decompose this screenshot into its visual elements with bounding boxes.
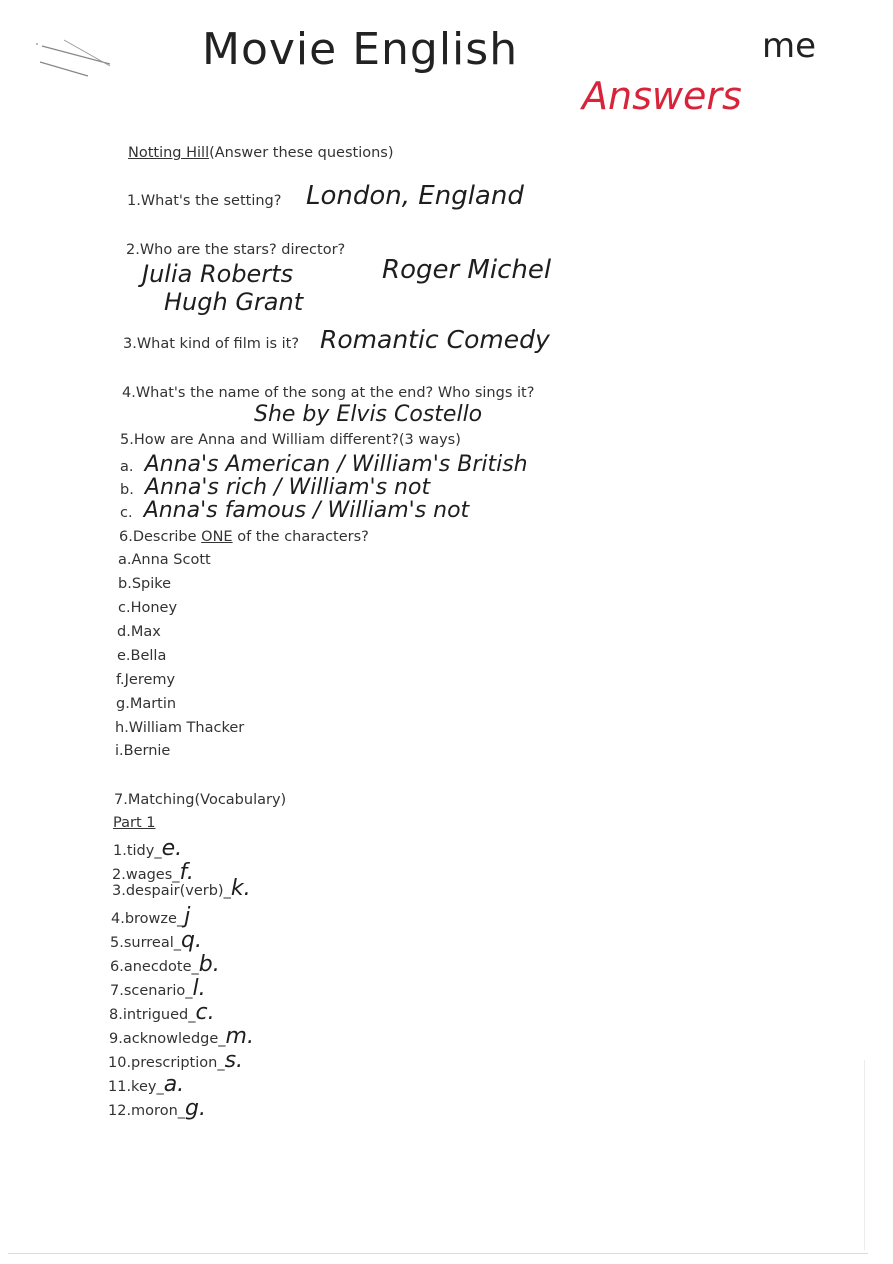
- character-item: e.Bella: [117, 648, 167, 664]
- matching-label: 10.prescription_: [108, 1055, 225, 1071]
- character-item: d.Max: [117, 624, 161, 640]
- question-4: 4.What's the name of the song at the end? Who sings it?: [122, 385, 535, 401]
- matching-answer: a.: [163, 1072, 185, 1097]
- matching-label: 11.key_: [108, 1079, 164, 1095]
- answer-5c: Anna's famous / William's not: [143, 498, 470, 523]
- letter-b: b.: [120, 482, 134, 498]
- question-6: [119, 529, 369, 545]
- matching-label: 8.intrigued_: [109, 1007, 196, 1023]
- character-item: b.Spike: [118, 576, 172, 592]
- matching-answer: l.: [192, 976, 206, 1001]
- character-item: i.Bernie: [115, 743, 171, 759]
- matching-item: [110, 976, 206, 1001]
- matching-label: 9.acknowledge_: [109, 1031, 226, 1047]
- scan-bottom-edge: [8, 1253, 868, 1254]
- question-6-suffix: of the characters?: [232, 529, 369, 545]
- matching-label: 2.wages_: [112, 867, 180, 883]
- answer-5a-row: [120, 452, 528, 477]
- answers-heading: Answers: [582, 74, 742, 118]
- matching-answer: m.: [225, 1024, 254, 1049]
- question-3: 3.What kind of film is it?: [123, 336, 300, 352]
- question-6-prefix: 6.Describe: [119, 529, 202, 545]
- page-title: Movie English: [202, 24, 519, 75]
- matching-item: [110, 952, 220, 977]
- matching-label: 1.tidy_: [113, 843, 162, 859]
- answer-5b: Anna's rich / William's not: [144, 475, 431, 500]
- question-1: 1.What's the setting?: [127, 193, 282, 209]
- section-heading: [128, 145, 394, 161]
- matching-answer: e.: [161, 836, 183, 861]
- matching-answer: c.: [195, 1000, 215, 1025]
- answer-5b-row: [120, 475, 430, 500]
- matching-item: [110, 928, 202, 953]
- matching-item: [108, 1096, 206, 1121]
- matching-label: 5.surreal_: [110, 935, 182, 951]
- character-item: g.Martin: [116, 696, 177, 712]
- character-item: a.Anna Scott: [118, 552, 211, 568]
- letter-a: a.: [120, 459, 134, 475]
- question-2: 2.Who are the stars? director?: [126, 242, 346, 258]
- answer-2-star-2: Hugh Grant: [164, 288, 304, 316]
- character-item: f.Jeremy: [116, 672, 176, 688]
- question-7: 7.Matching(Vocabulary): [114, 792, 287, 808]
- matching-item: [109, 1024, 254, 1049]
- film-title: Notting Hill: [128, 145, 210, 161]
- matching-item: [112, 876, 251, 901]
- matching-label: 3.despair(verb)_: [112, 883, 231, 899]
- matching-answer: q.: [181, 928, 202, 953]
- answer-3: Romantic Comedy: [320, 325, 550, 354]
- matching-item: [108, 1072, 184, 1097]
- student-name: me: [762, 26, 817, 66]
- matching-answer: k.: [230, 876, 251, 901]
- answer-1: London, England: [306, 181, 524, 211]
- matching-item: [111, 904, 190, 929]
- staple-marks: [34, 36, 114, 80]
- matching-label: 6.anecdote_: [110, 959, 199, 975]
- answer-5c-row: [120, 498, 469, 523]
- matching-answer: b.: [198, 952, 220, 977]
- scan-right-edge: [864, 1060, 865, 1250]
- matching-item: [113, 836, 182, 861]
- question-6-emph: ONE: [201, 529, 233, 545]
- matching-answer: g.: [185, 1096, 206, 1121]
- character-item: h.William Thacker: [115, 720, 245, 736]
- matching-label: 7.scenario_: [110, 983, 193, 999]
- section-instruction: (Answer these questions): [209, 145, 394, 161]
- part-1-heading: Part 1: [113, 815, 156, 831]
- matching-label: 12.moron_: [108, 1103, 186, 1119]
- question-5: 5.How are Anna and William different?(3 ways): [120, 432, 461, 448]
- matching-answer: s.: [224, 1048, 244, 1073]
- matching-item: [109, 1000, 215, 1025]
- answer-5a: Anna's American / William's British: [144, 452, 528, 477]
- matching-label: 4.browze_: [111, 911, 185, 927]
- answer-4: She by Elvis Costello: [254, 402, 483, 427]
- matching-answer: f.: [179, 860, 194, 885]
- letter-c: c.: [120, 505, 133, 521]
- matching-item: [108, 1048, 243, 1073]
- answer-2-star-1: Julia Roberts: [142, 260, 294, 288]
- answer-2-director: Roger Michel: [382, 255, 552, 285]
- character-item: c.Honey: [118, 600, 178, 616]
- matching-answer: j: [184, 904, 191, 929]
